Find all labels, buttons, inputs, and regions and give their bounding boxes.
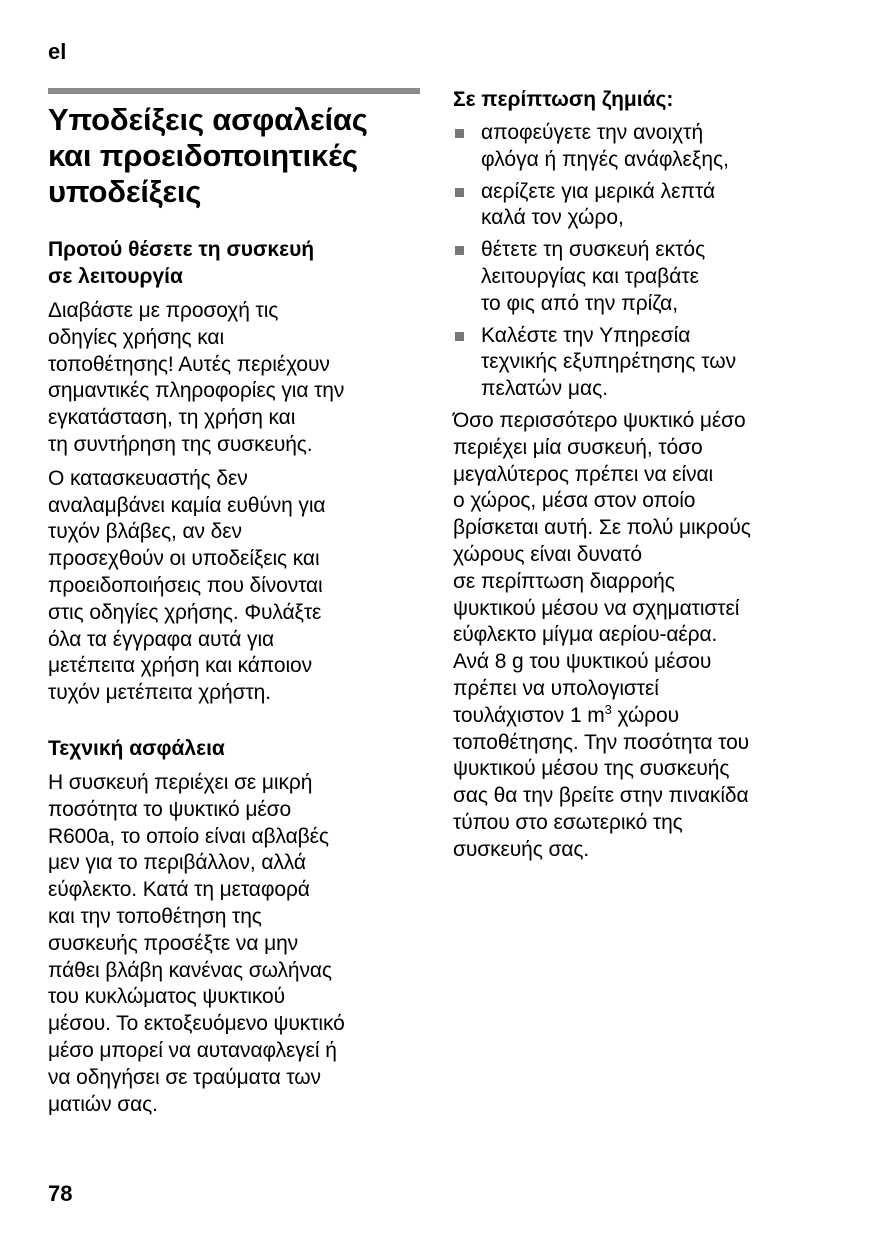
- text-line: εγκατάσταση, τη χρήση και: [48, 406, 296, 430]
- superscript-exponent: 3: [604, 701, 612, 717]
- text-line: Διαβάστε με προσοχή τις: [48, 299, 279, 322]
- text-line: όλα τα έγγραφα αυτά για: [48, 627, 275, 651]
- damage-title: Σε περίπτωση ζημιάς:: [453, 88, 674, 111]
- title-line: σε λειτουργία: [48, 265, 183, 288]
- damage-section: [453, 86, 833, 864]
- text-line: λειτουργίας και τραβάτε: [481, 264, 700, 288]
- page-number: 78: [48, 1181, 73, 1206]
- technical-safety-section: [48, 735, 420, 1118]
- text-line: καλά τον χώρο,: [481, 206, 624, 230]
- text-line: συσκευής προσέξτε να μην: [48, 931, 299, 955]
- text-line: στις οδηγίες χρήσης. Φυλάξτε: [48, 600, 322, 624]
- square-bullet-icon: [455, 246, 464, 255]
- text-line: τη συντήρηση της συσκευής.: [48, 432, 313, 456]
- before-use-section: [48, 236, 420, 707]
- text-line: σημαντικές πληροφορίες για την: [48, 379, 345, 403]
- text-line: [453, 701, 679, 727]
- text-line: αποφεύγετε την ανοιχτή: [481, 121, 704, 144]
- text-line: τυχόν βλάβες, αν δεν: [48, 520, 242, 544]
- text-line: ψυκτικού μέσου να σχηματιστεί: [453, 596, 740, 620]
- text-line: μέσο μπορεί να αυταναφλεγεί ή: [48, 1038, 337, 1062]
- text-line: τοποθέτησης. Την ποσότητα του: [453, 730, 750, 754]
- before-use-paragraph-2: [48, 466, 420, 707]
- text-line: Η συσκευή περιέχει σε μικρή: [48, 771, 313, 794]
- text-line: του κυκλώματος ψυκτικού: [48, 985, 285, 1009]
- text-line: φλόγα ή πηγές ανάφλεξης,: [481, 147, 729, 171]
- text-line: προειδοποιήσεις που δίνονται: [48, 573, 323, 597]
- technical-safety-paragraph: [48, 770, 420, 1118]
- text-line: αερίζετε για μερικά λεπτά: [481, 179, 716, 203]
- text-line: τυχόν μετέπειτα χρήστη.: [48, 681, 271, 705]
- text-line: τεχνικής εξυπηρέτησης των: [481, 350, 737, 374]
- text-line: περιέχει μία συσκευή, τόσο: [453, 435, 703, 459]
- technical-safety-title: Τεχνική ασφάλεια: [48, 737, 225, 760]
- text-line: ψυκτικού μέσου της συσκευής: [453, 757, 730, 781]
- language-code: el: [48, 39, 67, 64]
- text-line: βρίσκεται αυτή. Σε πολύ μικρούς: [453, 516, 751, 540]
- text-line: εύφλεκτο. Κατά τη μεταφορά: [48, 878, 310, 902]
- square-bullet-icon: [455, 332, 464, 341]
- text-line: πελατών μας.: [481, 377, 609, 401]
- text-line: πάθει βλάβη κανένας σωλήνας: [48, 958, 332, 982]
- square-bullet-icon: [455, 188, 464, 197]
- text-line: σας θα την βρείτε στην πινακίδα: [453, 784, 749, 808]
- text-line: μεν για το περιβάλλον, αλλά: [48, 851, 306, 875]
- text-line: θέτετε τη συσκευή εκτός: [481, 238, 706, 262]
- text-line: R600a, το οποίο είναι αβλαβές: [48, 824, 329, 848]
- text-line: προσεχθούν οι υποδείξεις και: [48, 547, 320, 571]
- list-item: [453, 323, 833, 403]
- text-line: οδηγίες χρήσης και: [48, 325, 225, 349]
- text-line: Καλέστε την Υπηρεσία: [481, 323, 691, 347]
- main-title: [48, 102, 368, 210]
- text-line: χώρους είναι δυνατό: [453, 542, 642, 566]
- text-line: πρέπει να υπολογιστεί: [453, 676, 659, 700]
- text-line: ο χώρος, μέσα στον οποίο: [453, 489, 696, 513]
- text-line: τύπου στο εσωτερικό της: [453, 810, 683, 834]
- list-item: [453, 237, 833, 317]
- text-line: συσκευής σας.: [453, 837, 590, 861]
- text-line: μετέπειτα χρήση και κάποιον: [48, 654, 313, 678]
- sup-line-after: χώρου: [611, 703, 679, 727]
- text-line: και την τοποθέτηση της: [48, 904, 262, 928]
- damage-bullet-list: [453, 120, 833, 403]
- square-bullet-icon: [455, 129, 464, 138]
- text-line: Ανά 8 g του ψυκτικού μέσου: [453, 650, 712, 674]
- text-line: ποσότητα το ψυκτικό μέσο: [48, 797, 292, 821]
- text-line: αναλαμβάνει καμία ευθύνη για: [48, 493, 326, 517]
- title-line: Προτού θέσετε τη συσκευή: [48, 238, 315, 261]
- list-item: [453, 120, 833, 174]
- before-use-paragraph-1: [48, 298, 420, 459]
- text-line: τοποθέτησης! Αυτές περιέχουν: [48, 352, 330, 376]
- text-line: μέσου. Το εκτοξευόμενο ψυκτικό: [48, 1012, 345, 1036]
- before-use-title: [48, 236, 420, 290]
- main-title-line: και προειδοποιητικές: [48, 138, 358, 173]
- main-title-line: υποδείξεις: [48, 174, 202, 209]
- text-line: Ο κατασκευαστής δεν: [48, 466, 248, 490]
- sup-line-before: τουλάχιστον 1 m: [453, 703, 605, 727]
- text-line: μεγαλύτερος πρέπει να είναι: [453, 462, 714, 486]
- text-line: εύφλεκτο μίγμα αερίου-αέρα.: [453, 623, 718, 647]
- text-line: να οδηγήσει σε τραύματα των: [48, 1065, 321, 1089]
- text-line: ματιών σας.: [48, 1092, 158, 1116]
- text-line: το φις από την πρίζα,: [481, 291, 679, 315]
- list-item: [453, 179, 833, 233]
- section-divider: [48, 88, 420, 94]
- text-line: Όσο περισσότερο ψυκτικό μέσο: [453, 408, 746, 432]
- text-line: σε περίπτωση διαρροής: [453, 569, 675, 593]
- main-title-line: Υποδείξεις ασφαλείας: [48, 102, 368, 137]
- refrigerant-paragraph: [453, 408, 833, 864]
